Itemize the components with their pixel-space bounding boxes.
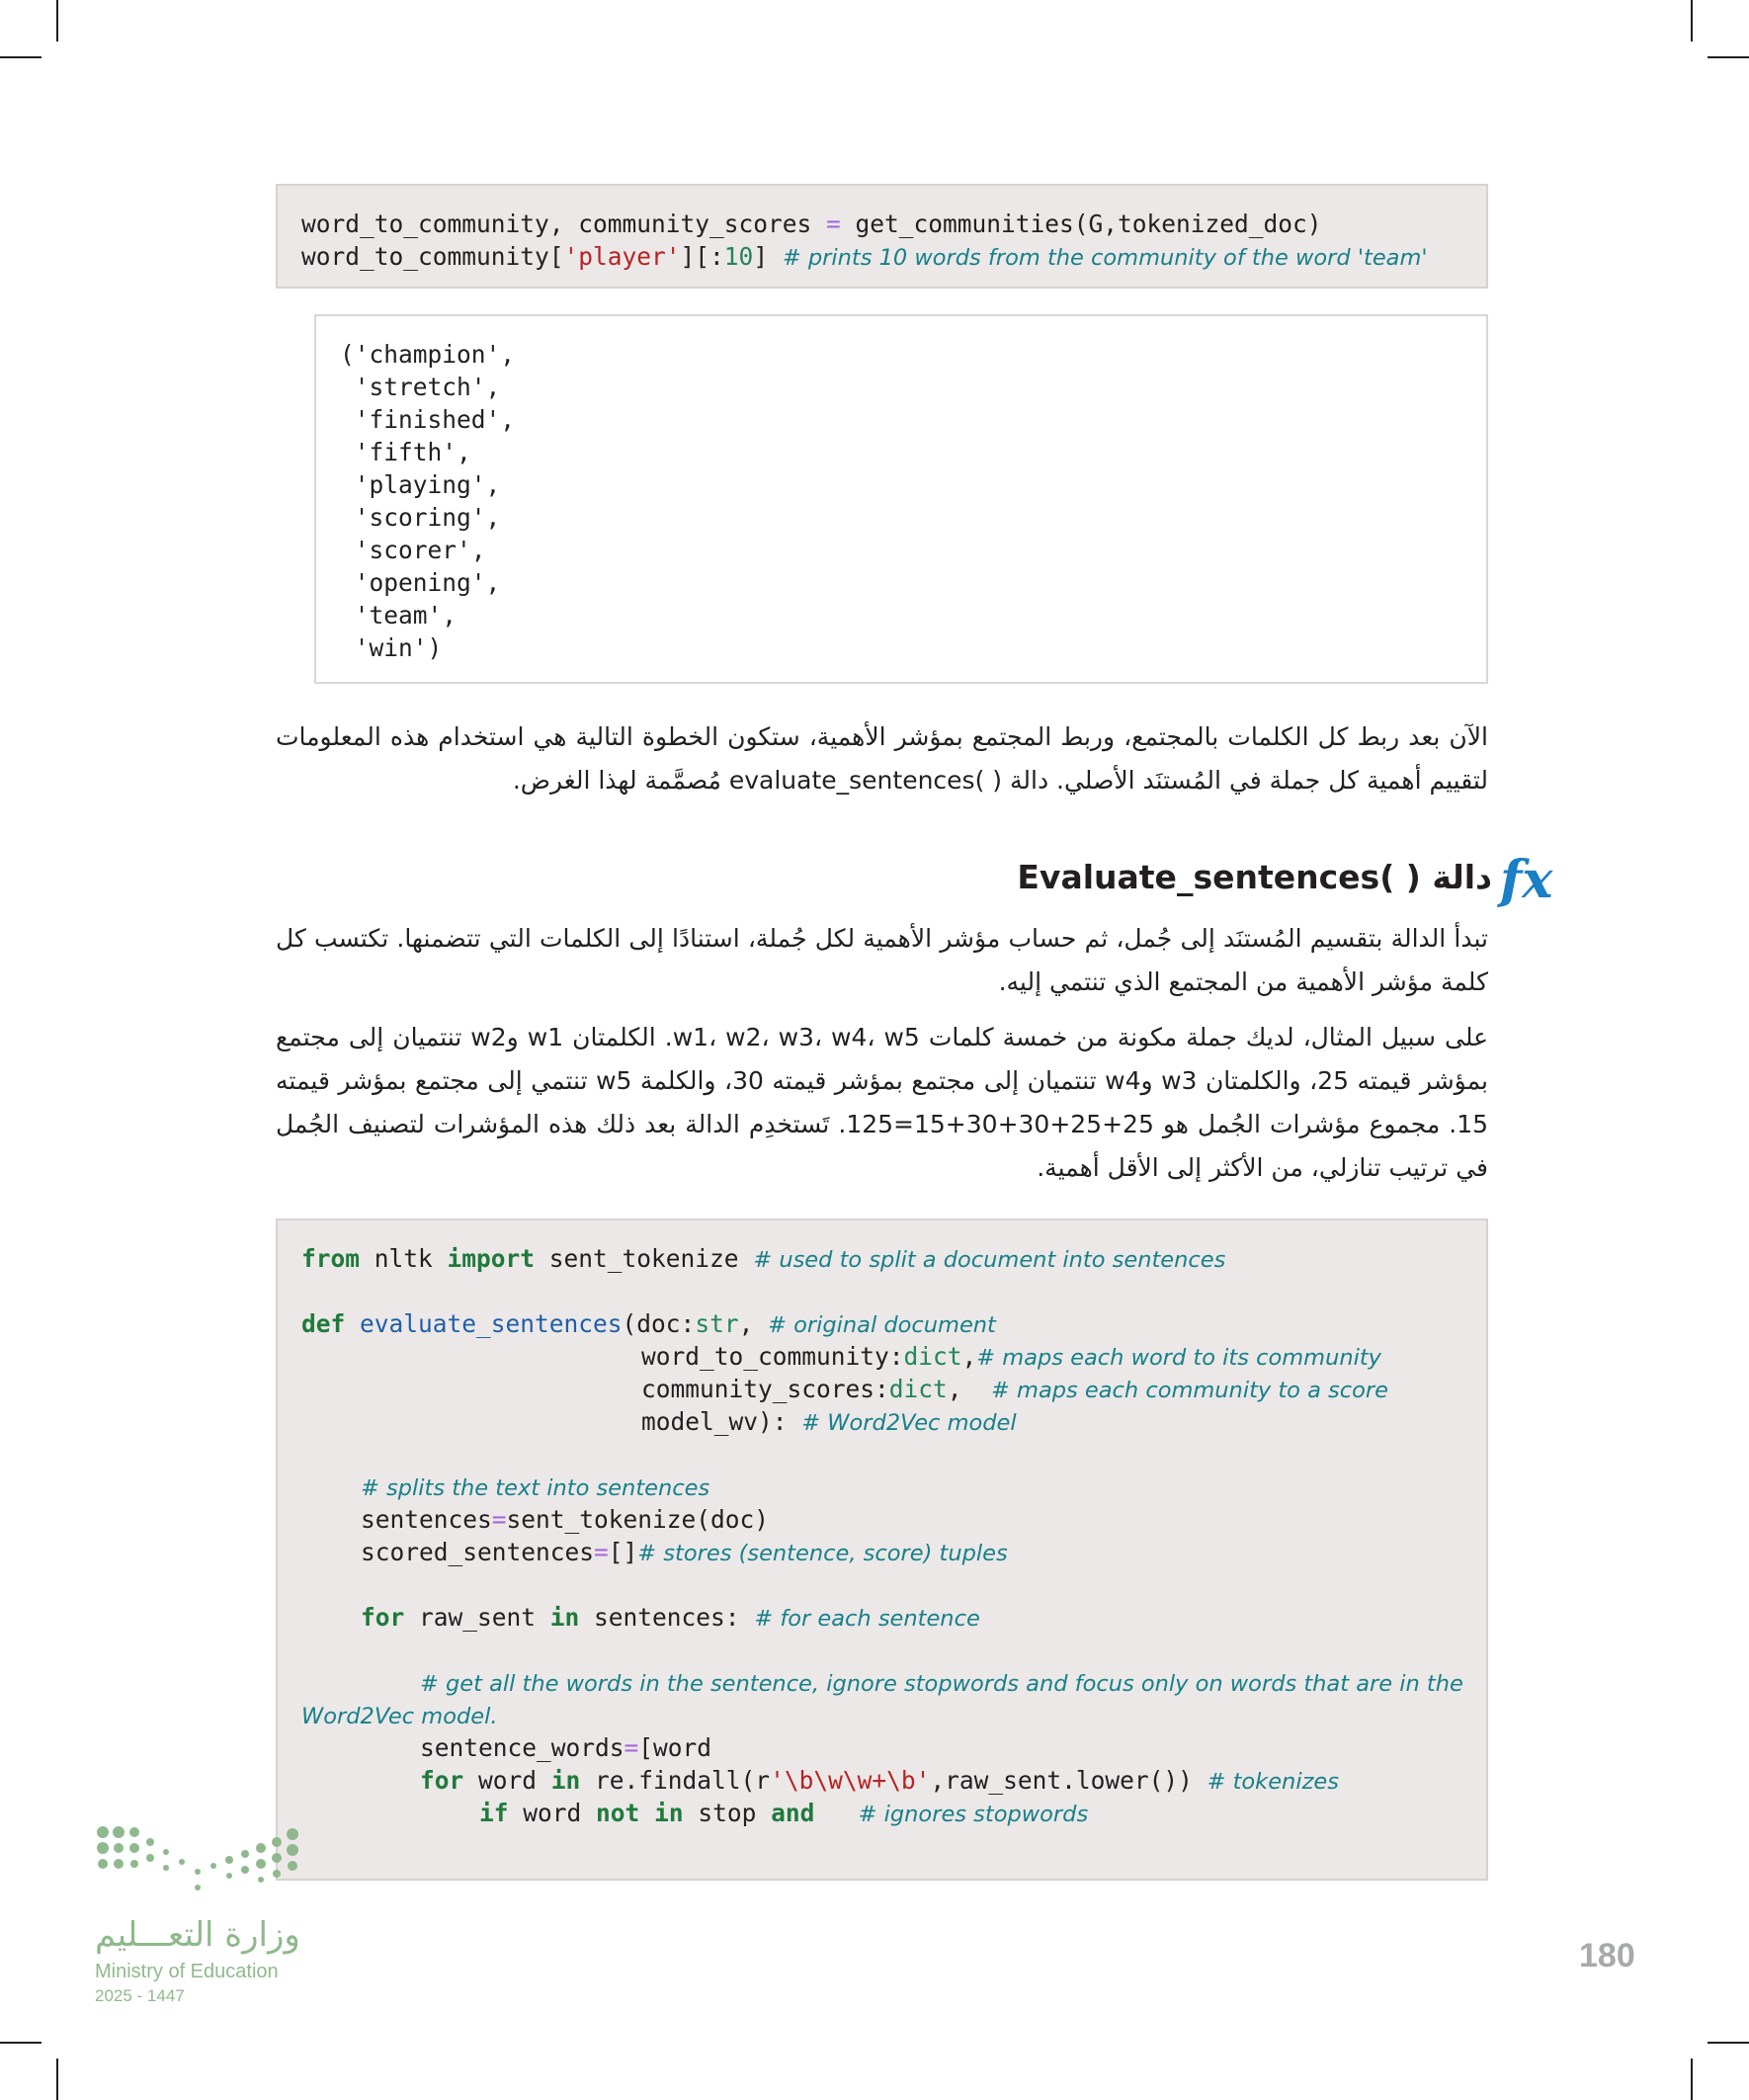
code-block-communities: [276, 184, 1488, 289]
code-line: sentences=sent_tokenize(doc): [361, 1505, 770, 1534]
output-line: 'opening',: [340, 568, 501, 597]
crop-mark: [1691, 2058, 1693, 2100]
fx-icon: fx: [1500, 850, 1553, 910]
crop-mark: [1707, 56, 1749, 58]
ministry-logo-icon: [95, 1822, 312, 1901]
code-line: model_wv): # Word2Vec model: [641, 1407, 1017, 1436]
crop-mark: [56, 2058, 58, 2100]
code-line: word_to_community, community_scores = get_communities(G,tokenized_doc): [301, 210, 1322, 238]
section-heading: دالة ( )Evaluate_sentences: [1017, 858, 1492, 896]
output-line: 'stretch',: [340, 373, 501, 401]
page-number: 180: [1579, 1937, 1635, 1974]
code-line: # get all the words in the sentence, ignore stopwords and focus only on words that are in the: [420, 1671, 1463, 1697]
crop-mark: [0, 2042, 42, 2044]
code-line: if word not in stop and # ignores stopwords: [479, 1799, 1089, 1827]
code-line: from nltk import sent_tokenize # used to split a document into sentences: [301, 1244, 1226, 1273]
code-line: Word2Vec model.: [301, 1704, 498, 1729]
code-line: for word in re.findall(r'\b\w\w+\b',raw_sent.lower()) # tokenizes: [420, 1766, 1339, 1795]
logo-year: 2025 - 1447: [95, 1986, 185, 2005]
logo-english-text: Ministry of Education: [95, 1961, 279, 1982]
output-line: 'win'): [340, 633, 443, 662]
code-line: def evaluate_sentences(doc:str, # original document: [301, 1309, 996, 1338]
output-line: 'finished',: [340, 405, 516, 434]
output-line: 'scorer',: [340, 536, 486, 564]
crop-mark: [1707, 2042, 1749, 2044]
output-lines: [340, 338, 515, 664]
crop-mark: [0, 56, 42, 58]
logo-arabic-text: وزارة التعـــليم: [95, 1915, 300, 1955]
output-line: 'fifth',: [340, 438, 471, 466]
code-line: community_scores:dict, # maps each community to a score: [641, 1375, 1388, 1403]
code-line: # splits the text into sentences: [361, 1475, 710, 1501]
code-block-evaluate: [276, 1218, 1488, 1881]
crop-mark: [1691, 0, 1693, 42]
intro-paragraph: الآن بعد ربط كل الكلمات بالمجتمع، وربط المجتمع بمؤشر الأهمية، ستكون الخطوة التالية هي استخدام هذه المعلومات لتقييم أهمية كل جملة في المُستنَد الأصلي. دالة ( )evaluate_sentences مُصمَّمة لهذا الغرض.: [276, 722, 1488, 795]
code-line: word_to_community['player'][:10] # prints 10 words from the community of the word 'team': [301, 242, 1428, 271]
crop-mark: [56, 0, 58, 42]
example-paragraph: على سبيل المثال، لديك جملة مكونة من خمسة كلمات w1، w2، w3، w4، w5. الكلمتان w1 وw2 تنتميان إلى مجتمع بمؤشر قيمته 25، والكلمتان w3 وw4 تنتميان إلى مجتمع بمؤشر قيمته 30، والكلمة w5 تنتمي إلى مجتمع بمؤشر قيمته 15. مجموع مؤشرات الجُمل هو 25+25+30+30+15=125. تَستخدِم الدالة بعد ذلك هذه المؤشرات لتصنيف الجُمل في ترتيب تنازلي، من الأكثر إلى الأقل أهمية.: [276, 1023, 1489, 1182]
code-line: scored_sentences=[]# stores (sentence, score) tuples: [361, 1538, 1008, 1566]
description-paragraph: تبدأ الدالة بتقسيم المُستنَد إلى جُمل، ثم حساب مؤشر الأهمية لكل جُملة، استنادًا إلى الكلمات التي تتضمنها. تكتسب كل كلمة مؤشر الأهمية من المجتمع الذي تنتمي إليه.: [276, 924, 1488, 996]
output-line: 'team',: [340, 601, 458, 630]
output-line: 'playing',: [340, 470, 501, 499]
code-line: sentence_words=[word: [420, 1733, 712, 1762]
code-line: for raw_sent in sentences: # for each sentence: [361, 1603, 980, 1632]
output-line: ('champion',: [340, 340, 516, 369]
output-line: 'scoring',: [340, 503, 501, 532]
output-block: [314, 314, 1488, 684]
code-line: word_to_community:dict,# maps each word to its community: [641, 1342, 1381, 1371]
